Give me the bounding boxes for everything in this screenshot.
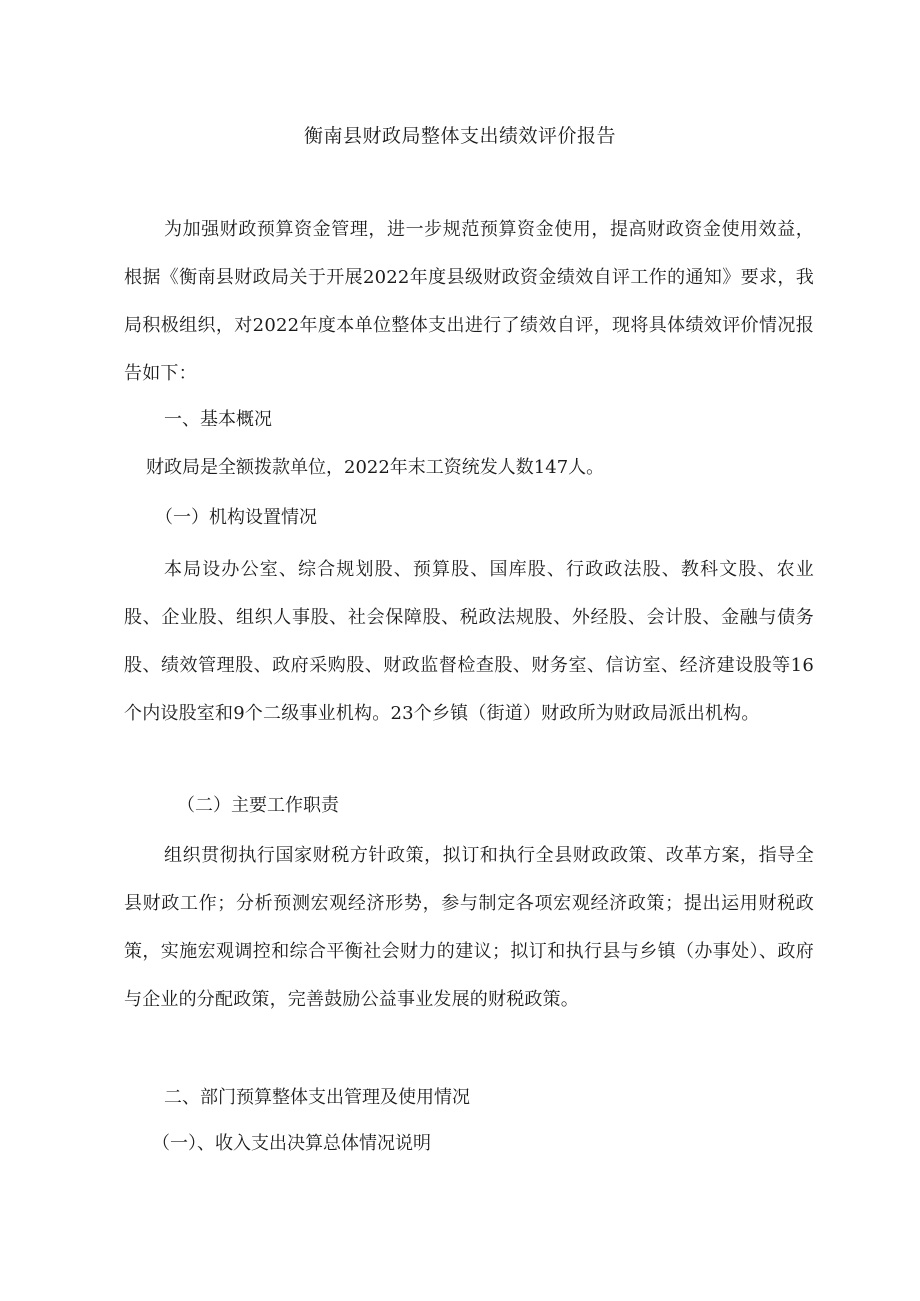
section1-heading: 一、基本概况 (164, 409, 272, 430)
section1-summary: 财政局是全额拨款单位，2022年末工资统发人数147人。 (146, 457, 605, 478)
sub1-body: 本局设办公室、综合规划股、预算股、国库股、行政政法股、教科文股、农业股、企业股、组织人事股、社会保障股、税政法规股、外经股、会计股、金融与债务股、绩效管理股、政府采购股、财政监督检查股、财务室、信访室、经济建设股等16个内设股室和9个二级事业机构。23个乡镇（街道）财政所为财政局派出机构。 (124, 559, 814, 724)
document-title: 衡南县财政局整体支出绩效评价报告 (303, 125, 616, 147)
sub2-body: 组织贯彻执行国家财税方针政策，拟订和执行全县财政政策、改革方案，指导全县财政工作；分析预测宏观经济形势，参与制定各项宏观经济政策；提出运用财税政策，实施宏观调控和综合平衡社会财力的建议；拟订和执行县与乡镇（办事处）、政府与企业的分配政策，完善鼓励公益事业发展的财税政策。 (124, 845, 814, 1010)
sub1-heading: （一）机构设置情况 (155, 507, 317, 528)
intro-paragraph: 为加强财政预算资金管理，进一步规范预算资金使用，提高财政资金使用效益，根据《衡南县财政局关于开展2022年度县级财政资金绩效自评工作的通知》要求，我局积极组织，对2022年度本单位整体支出进行了绩效自评，现将具体绩效评价情况报告如下： (124, 219, 814, 384)
sub2-heading: （二）主要工作职责 (177, 795, 339, 816)
section2-sub1-heading: （一）、收入支出决算总体情况说明 (152, 1133, 431, 1154)
section2-heading: 二、部门预算整体支出管理及使用情况 (164, 1087, 470, 1108)
